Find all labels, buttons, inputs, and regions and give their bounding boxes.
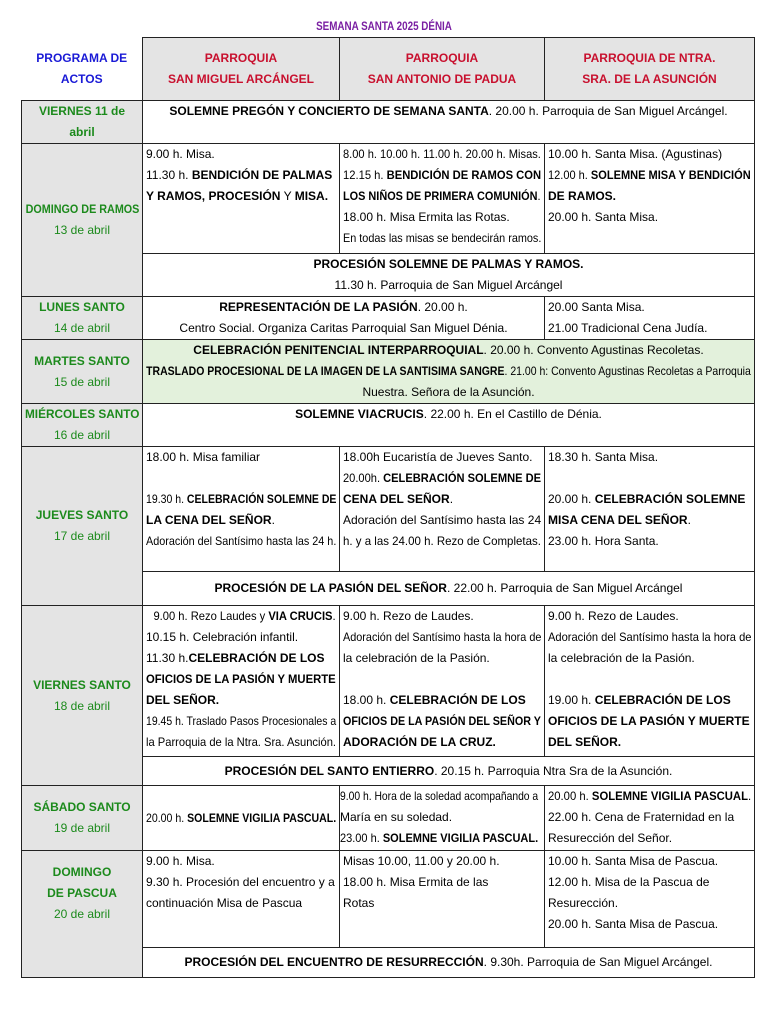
text: 12.00 h. — [548, 168, 591, 182]
row-domingo-pascua — [22, 851, 755, 948]
event-cell — [143, 101, 755, 144]
day-label: MARTES SANTO — [34, 353, 130, 368]
text: . — [747, 789, 752, 803]
col2-header-line-1: PARROQUIA — [405, 51, 479, 65]
bold-text: LA CENA DEL SEÑOR — [146, 513, 272, 527]
text: . — [537, 189, 541, 203]
text-line: 9.30 h. Procesión del encuentro y a — [146, 875, 335, 889]
col1-header-line-1: PARROQUIA — [204, 51, 278, 65]
procession-cell — [143, 948, 755, 978]
event-detail: Centro Social. Organiza Caritas Parroquial San Miguel Dénia. — [179, 321, 508, 335]
text-line: continuación Misa de Pascua — [146, 896, 303, 910]
bold-text: CELEBRACIÓN DE LOS — [594, 693, 731, 707]
bold-text: BENDICIÓN DE RAMOS CON — [386, 168, 542, 182]
day-date: 14 de abril — [53, 321, 111, 335]
text-line: 9.00 h. Hora de la soledad acompañando a — [340, 789, 539, 803]
programa-line-2: ACTOS — [60, 71, 103, 86]
text-line: la Parroquia de la Ntra. Sra. Asunción. — [146, 735, 337, 749]
day-cell — [22, 404, 143, 447]
text-line: 18.00 h. Misa Ermita las Rotas. — [343, 210, 510, 224]
text: 18.00 h. — [343, 693, 390, 707]
text-line: 18.00 h. Misa Ermita de las — [343, 875, 489, 889]
text-line: 18.00h Eucaristía de Jueves Santo. — [343, 450, 533, 464]
text-line: Resurección. — [548, 896, 619, 910]
bold-text: Y RAMOS, PROCESIÓN — [146, 189, 281, 203]
text-line: Rotas — [343, 896, 375, 910]
page-title: SEMANA SANTA 2025 DÉNIA — [316, 19, 452, 33]
event-cell — [143, 297, 545, 340]
bold-text: CELEBRACIÓN SOLEMNE — [594, 492, 746, 506]
text-line: 10.15 h. Celebración infantil. — [146, 630, 299, 644]
day-cell — [22, 851, 143, 978]
text: 11.30 h. — [146, 651, 189, 665]
day-label: VIERNES SANTO — [33, 677, 131, 692]
text-line: En todas las misas se bendecirán ramos. — [343, 231, 542, 245]
col3-header-line-2: SRA. DE LA ASUNCIÓN — [582, 72, 717, 86]
bold-text: MISA. — [294, 189, 329, 203]
procession-detail: . 22.00 h. Parroquia de San Miguel Arcángel — [446, 581, 683, 595]
day-date: 15 de abril — [53, 374, 111, 389]
text-line: 19.45 h. Traslado Pasos Procesionales a — [146, 714, 337, 728]
bold-text: CELEBRACIÓN SOLEMNE DE — [383, 471, 542, 485]
row-viernes-santo — [22, 606, 755, 757]
text: 19.00 h. — [548, 693, 595, 707]
day-date: 20 de abril — [53, 906, 111, 921]
text: 11.30 h. — [146, 168, 192, 182]
text-line: 18.00 h. Misa familiar — [146, 450, 261, 464]
text: 9.00 h. Rezo Laudes y — [153, 609, 269, 623]
col3-cell — [545, 297, 755, 340]
bold-text: MISA CENA DEL SEÑOR — [548, 513, 688, 527]
col2-cell — [340, 851, 545, 948]
event-detail: . 20.00 h. Parroquia de San Miguel Arcángel. — [488, 104, 728, 118]
schedule-table — [21, 37, 755, 978]
row-domingo-ramos — [22, 144, 755, 254]
bold-text: SOLEMNE MISA Y BENDICIÓN — [590, 168, 751, 182]
text: . — [332, 609, 336, 623]
bold-text: SOLEMNE VIGILIA PASCUAL. — [382, 831, 539, 845]
text-line: 23.00 h. Hora Santa. — [548, 534, 659, 548]
day-label: MIÉRCOLES SANTO — [24, 407, 140, 421]
event-title: CELEBRACIÓN PENITENCIAL INTERPARROQUIAL — [193, 343, 484, 357]
day-label-2: DE PASCUA — [47, 885, 117, 900]
row-jueves-santo — [22, 447, 755, 572]
event-cell — [143, 340, 755, 404]
text-line: 9.00 h. Rezo de Laudes. — [343, 609, 474, 623]
bold-text: ADORACIÓN DE LA CRUZ. — [343, 735, 496, 749]
procession-title: PROCESIÓN DE LA PASIÓN DEL SEÑOR — [214, 581, 447, 595]
procession-title: PROCESIÓN SOLEMNE DE PALMAS Y RAMOS. — [313, 257, 584, 271]
event-detail: . 20.00 h. Convento Agustinas Recoletas. — [483, 343, 704, 357]
programa-line-1: PROGRAMA DE — [36, 50, 128, 65]
bold-text: OFICIOS DE LA PASIÓN DEL SEÑOR Y — [343, 714, 541, 728]
header-row — [22, 38, 755, 101]
col3-cell — [545, 786, 755, 851]
row-viernes-11 — [22, 101, 755, 144]
text-line: 9.00 h. Misa. — [146, 147, 215, 161]
procession-title: PROCESIÓN DEL SANTO ENTIERRO — [224, 763, 435, 778]
event-detail: . 21.00 h: Convento Agustinas Recoletas a Parroquia — [504, 364, 751, 378]
col2-cell — [340, 447, 545, 572]
day-cell — [22, 447, 143, 606]
text: 23.00 h. — [340, 831, 383, 845]
day-label: SÁBADO SANTO — [33, 800, 131, 814]
event-title: TRASLADO PROCESIONAL DE LA IMAGEN DE LA SANTISIMA SANGRE — [146, 364, 505, 378]
bold-text: CENA DEL SEÑOR — [343, 492, 450, 506]
text: 20.00h. — [343, 471, 384, 485]
procession-detail: 11.30 h. Parroquia de San Miguel Arcángel — [334, 278, 563, 292]
text-line: Adoración del Santísimo hasta las 24 — [343, 513, 542, 527]
bold-text: LOS NIÑOS DE PRIMERA COMUNIÓN — [343, 189, 538, 203]
col3-cell — [545, 851, 755, 948]
procession-detail: . 20.15 h. Parroquia Ntra Sra de la Asunción. — [434, 763, 673, 778]
text-line: Resurección del Señor. — [548, 831, 673, 845]
bold-text: CELEBRACIÓN DE LOS — [389, 693, 526, 707]
day-cell — [22, 340, 143, 404]
text-line: María en su soledad. — [340, 810, 453, 824]
text-line: Adoración del Santísimo hasta la hora de — [343, 630, 542, 644]
day-label: LUNES SANTO — [39, 300, 125, 314]
row-lunes-santo — [22, 297, 755, 340]
text-line: 20.00 Santa Misa. — [548, 300, 645, 314]
bold-text: OFICIOS DE LA PASIÓN Y MUERTE — [548, 714, 750, 728]
event-cell — [143, 404, 755, 447]
programa-header — [22, 38, 143, 101]
text-line: Adoración del Santísimo hasta las 24 h. — [146, 534, 337, 548]
day-date: 19 de abril — [53, 821, 111, 835]
col2-cell — [340, 606, 545, 757]
text: 19.30 h. — [146, 492, 187, 506]
bold-text: CELEBRACIÓN DE LOS — [188, 651, 325, 665]
col1-header-line-2: SAN MIGUEL ARCÁNGEL — [167, 72, 314, 86]
col2-header — [340, 38, 545, 101]
bold-text: SOLEMNE VIGILIA PASCUAL. — [187, 810, 337, 825]
text-line: 10.00 h. Santa Misa de Pascua. — [548, 854, 719, 868]
text-line: la celebración de la Pasión. — [343, 651, 490, 665]
day-label-2: abril — [69, 125, 95, 139]
event-detail: . 22.00 h. En el Castillo de Dénia. — [423, 407, 602, 421]
row-sabado-santo — [22, 786, 755, 851]
event-title: SOLEMNE VIACRUCIS — [295, 407, 424, 421]
col1-cell — [143, 447, 340, 572]
col2-cell — [340, 786, 545, 851]
text: 20.00 h. — [146, 810, 188, 825]
row-miercoles-santo — [22, 404, 755, 447]
col3-header — [545, 38, 755, 101]
text: . — [687, 513, 691, 527]
text-line: 20.00 h. Santa Misa. — [548, 210, 659, 224]
day-cell — [22, 101, 143, 144]
text-line: 22.00 h. Cena de Fraternidad en la — [548, 810, 735, 824]
procession-cell — [143, 572, 755, 606]
text-line: 9.00 h. Misa. — [146, 854, 215, 868]
bold-text: CELEBRACIÓN SOLEMNE DE — [186, 492, 337, 506]
col1-cell — [143, 786, 340, 851]
text-line: 18.30 h. Santa Misa. — [548, 450, 659, 464]
text-line: 10.00 h. Santa Misa. (Agustinas) — [548, 147, 723, 161]
col3-cell — [545, 606, 755, 757]
day-label: DOMINGO — [52, 864, 112, 879]
text-line: Adoración del Santísimo hasta la hora de — [548, 630, 752, 644]
row-martes-santo — [22, 340, 755, 404]
text: Y — [280, 189, 295, 203]
day-label: VIERNES 11 de — [38, 104, 126, 118]
col2-header-line-2: SAN ANTONIO DE PADUA — [367, 72, 517, 86]
event-detail: . 20.00 h. — [417, 300, 468, 314]
procession-cell — [143, 757, 755, 786]
text-line: 12.00 h. Misa de la Pascua de — [548, 875, 710, 889]
text-line: h. y a las 24.00 h. Rezo de Completas. — [343, 534, 541, 548]
text-line: 21.00 Tradicional Cena Judía. — [548, 321, 708, 335]
event-detail: Nuestra. Señora de la Asunción. — [362, 385, 535, 399]
col1-cell — [143, 851, 340, 948]
event-title: SOLEMNE PREGÓN Y CONCIERTO DE SEMANA SANTA — [169, 104, 489, 118]
day-cell — [22, 144, 143, 297]
bold-text: BENDICIÓN DE PALMAS — [191, 168, 333, 182]
day-cell — [22, 606, 143, 786]
day-date: 13 de abril — [53, 223, 111, 237]
day-cell — [22, 297, 143, 340]
col1-cell — [143, 606, 340, 757]
col3-header-line-1: PARROQUIA DE NTRA. — [583, 51, 716, 65]
text-line: la celebración de la Pasión. — [548, 651, 695, 665]
text-line: 20.00 h. Santa Misa de Pascua. — [548, 917, 719, 931]
col3-cell — [545, 447, 755, 572]
procession-cell — [143, 254, 755, 297]
text: 12.15 h. — [343, 168, 387, 182]
bold-text: DE RAMOS. — [548, 189, 617, 203]
bold-text: OFICIOS DE LA PASIÓN Y MUERTE — [146, 672, 336, 686]
col3-cell — [545, 144, 755, 254]
bold-text: DEL SEÑOR. — [146, 693, 220, 707]
procession-detail: . 9.30h. Parroquia de San Miguel Arcángel. — [483, 955, 713, 969]
day-label: JUEVES SANTO — [35, 508, 129, 522]
event-title: REPRESENTACIÓN DE LA PASIÓN — [219, 300, 418, 314]
text: . — [271, 513, 275, 527]
bold-text: SOLEMNE VIGILIA PASCUAL — [591, 789, 748, 803]
text: . — [449, 492, 454, 506]
day-cell — [22, 786, 143, 851]
col1-header — [143, 38, 340, 101]
day-date: 17 de abril — [53, 529, 111, 543]
day-date: 16 de abril — [53, 428, 111, 442]
day-date: 18 de abril — [53, 698, 111, 713]
text-line: Misas 10.00, 11.00 y 20.00 h. — [343, 854, 500, 868]
text: 20.00 h. — [548, 789, 592, 803]
text-line: 9.00 h. Rezo de Laudes. — [548, 609, 679, 623]
day-label: DOMINGO DE RAMOS — [25, 202, 139, 216]
col1-cell — [143, 144, 340, 254]
text-line: 8.00 h. 10.00 h. 11.00 h. 20.00 h. Misas. — [343, 147, 541, 161]
text: 20.00 h. — [548, 492, 595, 506]
bold-text: VIA CRUCIS — [268, 609, 333, 623]
bold-text: DEL SEÑOR. — [548, 735, 622, 749]
procession-title: PROCESIÓN DEL ENCUENTRO DE RESURRECCIÓN — [184, 955, 484, 969]
col2-cell — [340, 144, 545, 254]
